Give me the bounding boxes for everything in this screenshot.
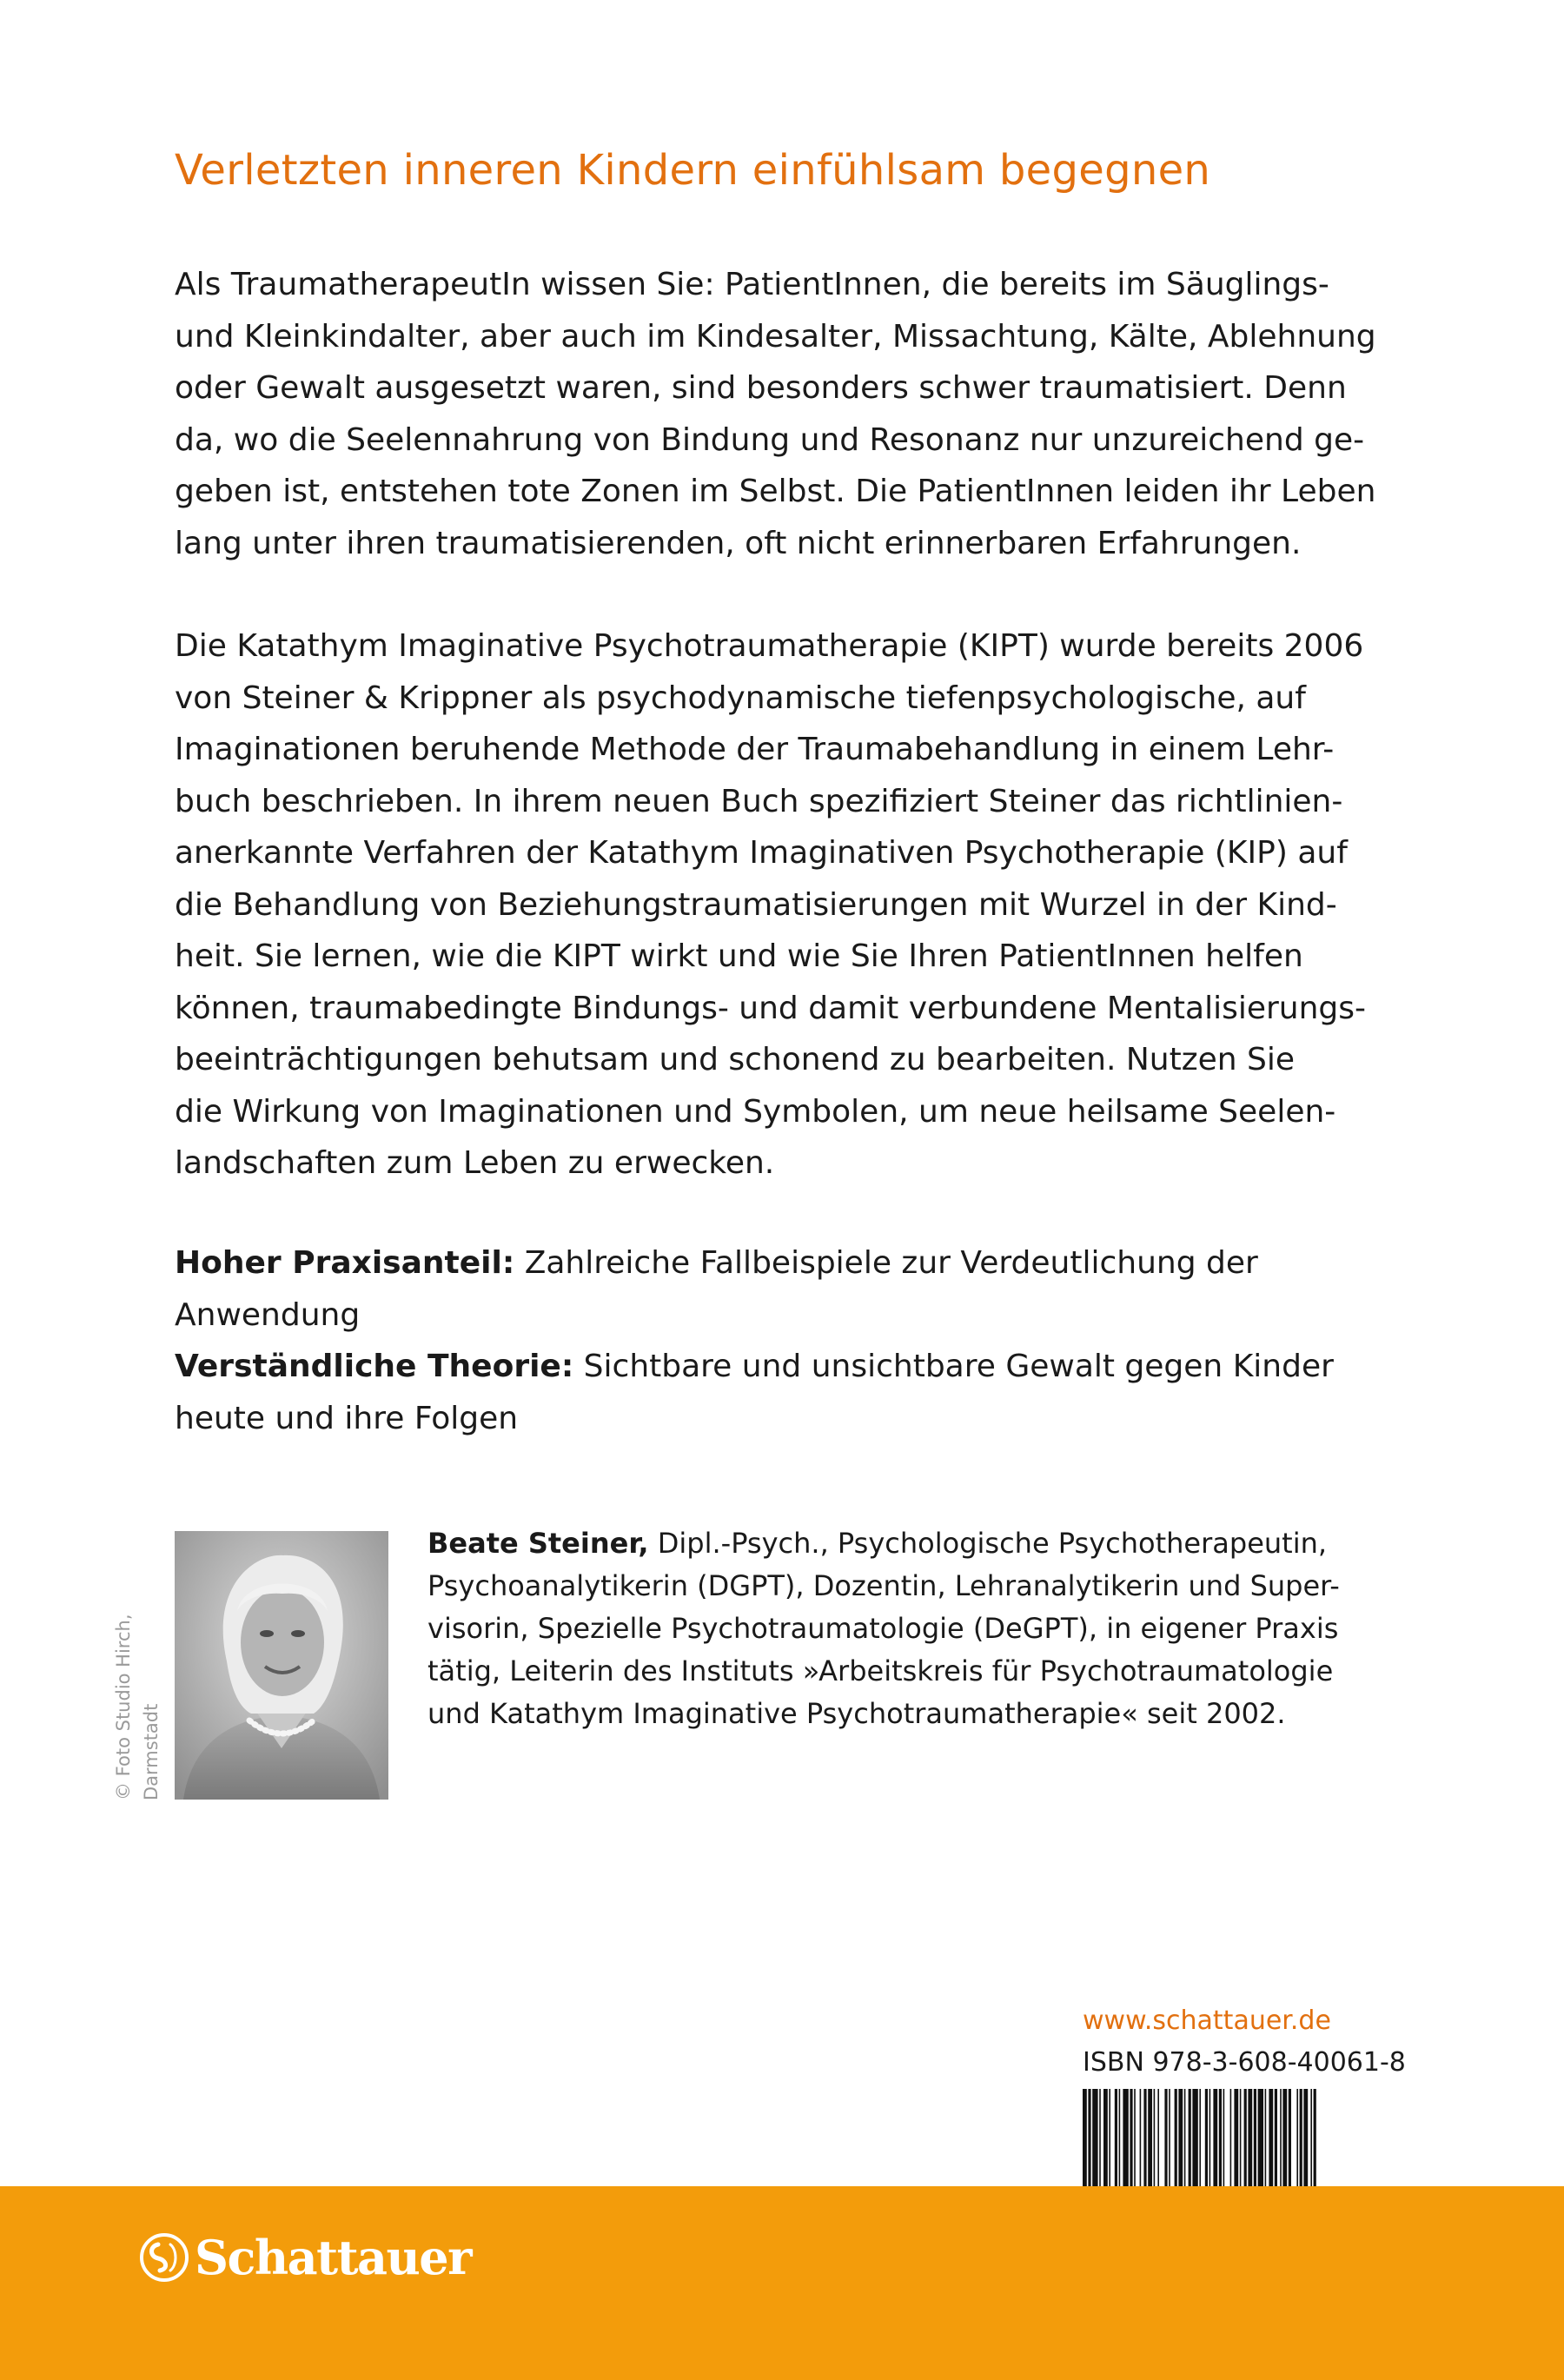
text-line: die Wirkung von Imaginationen und Symbolen, um neue heilsame Seelen- bbox=[175, 1093, 1336, 1130]
barcode-bar bbox=[1154, 2089, 1156, 2191]
barcode-bar bbox=[1289, 2089, 1291, 2191]
text-line: anerkannte Verfahren der Katathym Imaginativen Psychotherapie (KIP) auf bbox=[175, 835, 1348, 871]
barcode-bar bbox=[1213, 2089, 1217, 2191]
feature-text: Sichtbare und unsichtbare Gewalt gegen Kinder bbox=[573, 1349, 1334, 1384]
isbn-number: ISBN 978-3-608-40061-8 bbox=[1083, 2047, 1406, 2078]
barcode-bar bbox=[1192, 2089, 1197, 2191]
barcode-bar bbox=[1275, 2089, 1277, 2191]
text-line: von Steiner & Krippner als psychodynamische tiefenpsychologische, auf bbox=[175, 680, 1306, 716]
barcode-bar bbox=[1092, 2089, 1097, 2191]
bio-text: Dipl.-Psych., Psychologische Psychotherapeutin, bbox=[648, 1527, 1328, 1560]
barcode-bar bbox=[1115, 2089, 1117, 2191]
bio-line bbox=[427, 1522, 1427, 1565]
barcode-bar bbox=[1178, 2089, 1183, 2191]
feature-label: Hoher Praxisanteil: bbox=[175, 1245, 515, 1281]
barcode-bar bbox=[1310, 2089, 1312, 2191]
publisher-website: www.schattauer.de bbox=[1083, 2005, 1331, 2036]
barcode-bar bbox=[1296, 2089, 1298, 2191]
barcode-bar bbox=[1103, 2089, 1108, 2191]
text-line: heit. Sie lernen, wie die KIPT wirkt und wie Sie Ihren PatientInnen helfen bbox=[175, 938, 1303, 974]
headline: Verletzten inneren Kindern einfühlsam begegnen bbox=[175, 146, 1211, 195]
barcode-bar bbox=[1282, 2089, 1287, 2191]
barcode-bar bbox=[1248, 2089, 1252, 2191]
text-line: da, wo die Seelennahrung von Bindung und Resonanz nur unzureichend ge- bbox=[175, 421, 1365, 458]
barcode-bar bbox=[1269, 2089, 1273, 2191]
text-line: geben ist, entstehen tote Zonen im Selbst. Die PatientInnen leiden ihr Leben bbox=[175, 474, 1376, 509]
barcode-bar bbox=[1157, 2089, 1159, 2191]
feature-label: Verständliche Theorie: bbox=[175, 1349, 574, 1384]
barcode bbox=[1083, 2089, 1392, 2191]
description-paragraph bbox=[175, 620, 1408, 1190]
text-line: lang unter ihren traumatisierenden, oft nicht erinnerbaren Erfahrungen. bbox=[175, 525, 1302, 561]
barcode-bar bbox=[1280, 2089, 1282, 2191]
text-line: landschaften zum Leben zu erwecken. bbox=[175, 1145, 775, 1181]
text-line: Imaginationen beruhende Methode der Traumabehandlung in einem Lehr- bbox=[175, 732, 1335, 767]
barcode-bar bbox=[1219, 2089, 1222, 2191]
feature-list bbox=[175, 1237, 1408, 1444]
barcode-bar bbox=[1088, 2089, 1090, 2191]
feature-item bbox=[175, 1341, 1408, 1393]
barcode-bar bbox=[1164, 2089, 1167, 2191]
barcode-bar bbox=[1143, 2089, 1146, 2191]
text-line: und Kleinkindalter, aber auch im Kindesalter, Missachtung, Kälte, Ablehnung bbox=[175, 318, 1376, 355]
barcode-bar bbox=[1109, 2089, 1110, 2191]
author-bio bbox=[427, 1522, 1427, 1735]
photo-credit-line: Darmstadt bbox=[141, 1703, 162, 1800]
barcode-bar bbox=[1254, 2089, 1256, 2191]
barcode-bar bbox=[1175, 2089, 1177, 2191]
bio-line: tätig, Leiterin des Instituts »Arbeitskreis für Psychotraumatologie bbox=[427, 1654, 1334, 1687]
barcode-bar bbox=[1083, 2089, 1087, 2191]
barcode-bar bbox=[1300, 2089, 1302, 2191]
barcode-bar bbox=[1244, 2089, 1247, 2191]
barcode-bar bbox=[1130, 2089, 1132, 2191]
text-line: können, traumabedingte Bindungs- und damit verbundene Mentalisierungs- bbox=[175, 990, 1367, 1026]
barcode-bar bbox=[1140, 2089, 1142, 2191]
photo-credit-line: © Foto Studio Hirch, bbox=[113, 1614, 134, 1800]
feature-continuation: heute und ihre Folgen bbox=[175, 1400, 519, 1436]
publisher-logo bbox=[139, 2227, 471, 2288]
barcode-bar bbox=[1169, 2089, 1170, 2191]
barcode-bar bbox=[1184, 2089, 1186, 2191]
barcode-bar bbox=[1123, 2089, 1128, 2191]
text-line: die Behandlung von Beziehungstraumatisierungen mit Wurzel in der Kind- bbox=[175, 886, 1337, 923]
barcode-bar bbox=[1189, 2089, 1191, 2191]
barcode-bar bbox=[1265, 2089, 1267, 2191]
barcode-bar bbox=[1119, 2089, 1121, 2191]
barcode-bar bbox=[1240, 2089, 1242, 2191]
barcode-bar bbox=[1099, 2089, 1101, 2191]
intro-paragraph bbox=[175, 259, 1408, 569]
author-photo bbox=[175, 1531, 388, 1800]
author-name: Beate Steiner, bbox=[427, 1527, 649, 1560]
text-line: Als TraumatherapeutIn wissen Sie: PatientInnen, die bereits im Säuglings- bbox=[175, 267, 1329, 302]
text-line: buch beschrieben. In ihrem neuen Buch spezifiziert Steiner das richtlinien- bbox=[175, 783, 1343, 819]
text-line: Die Katathym Imaginative Psychotraumatherapie (KIPT) wurde bereits 2006 bbox=[175, 628, 1364, 664]
barcode-bar bbox=[1230, 2089, 1232, 2191]
text-line: oder Gewalt ausgesetzt waren, sind besonders schwer traumatisiert. Denn bbox=[175, 370, 1347, 406]
barcode-bar bbox=[1303, 2089, 1308, 2191]
feature-continuation: Anwendung bbox=[175, 1296, 361, 1333]
feature-text: Zahlreiche Fallbeispiele zur Verdeutlichung der bbox=[514, 1245, 1258, 1281]
barcode-bar bbox=[1205, 2089, 1208, 2191]
barcode-bar bbox=[1134, 2089, 1136, 2191]
photo-credit bbox=[109, 1614, 165, 1800]
text-line: beeinträchtigungen behutsam und schonend zu bearbeiten. Nutzen Sie bbox=[175, 1042, 1296, 1077]
feature-item bbox=[175, 1237, 1408, 1289]
bio-line: Psychoanalytikerin (DGPT), Dozentin, Lehranalytikerin und Super- bbox=[427, 1569, 1340, 1602]
publisher-logo-icon bbox=[139, 2232, 189, 2283]
bio-line: und Katathym Imaginative Psychotraumatherapie« seit 2002. bbox=[427, 1697, 1286, 1730]
barcode-bar bbox=[1314, 2089, 1316, 2191]
publisher-name: Schattauer bbox=[195, 2230, 472, 2285]
barcode-bar bbox=[1148, 2089, 1152, 2191]
bio-line: visorin, Spezielle Psychotraumatologie (DeGPT), in eigener Praxis bbox=[427, 1612, 1339, 1645]
barcode-bar bbox=[1234, 2089, 1238, 2191]
barcode-bar bbox=[1258, 2089, 1263, 2191]
barcode-bar bbox=[1209, 2089, 1211, 2191]
barcode-bar bbox=[1199, 2089, 1201, 2191]
barcode-bar bbox=[1223, 2089, 1225, 2191]
